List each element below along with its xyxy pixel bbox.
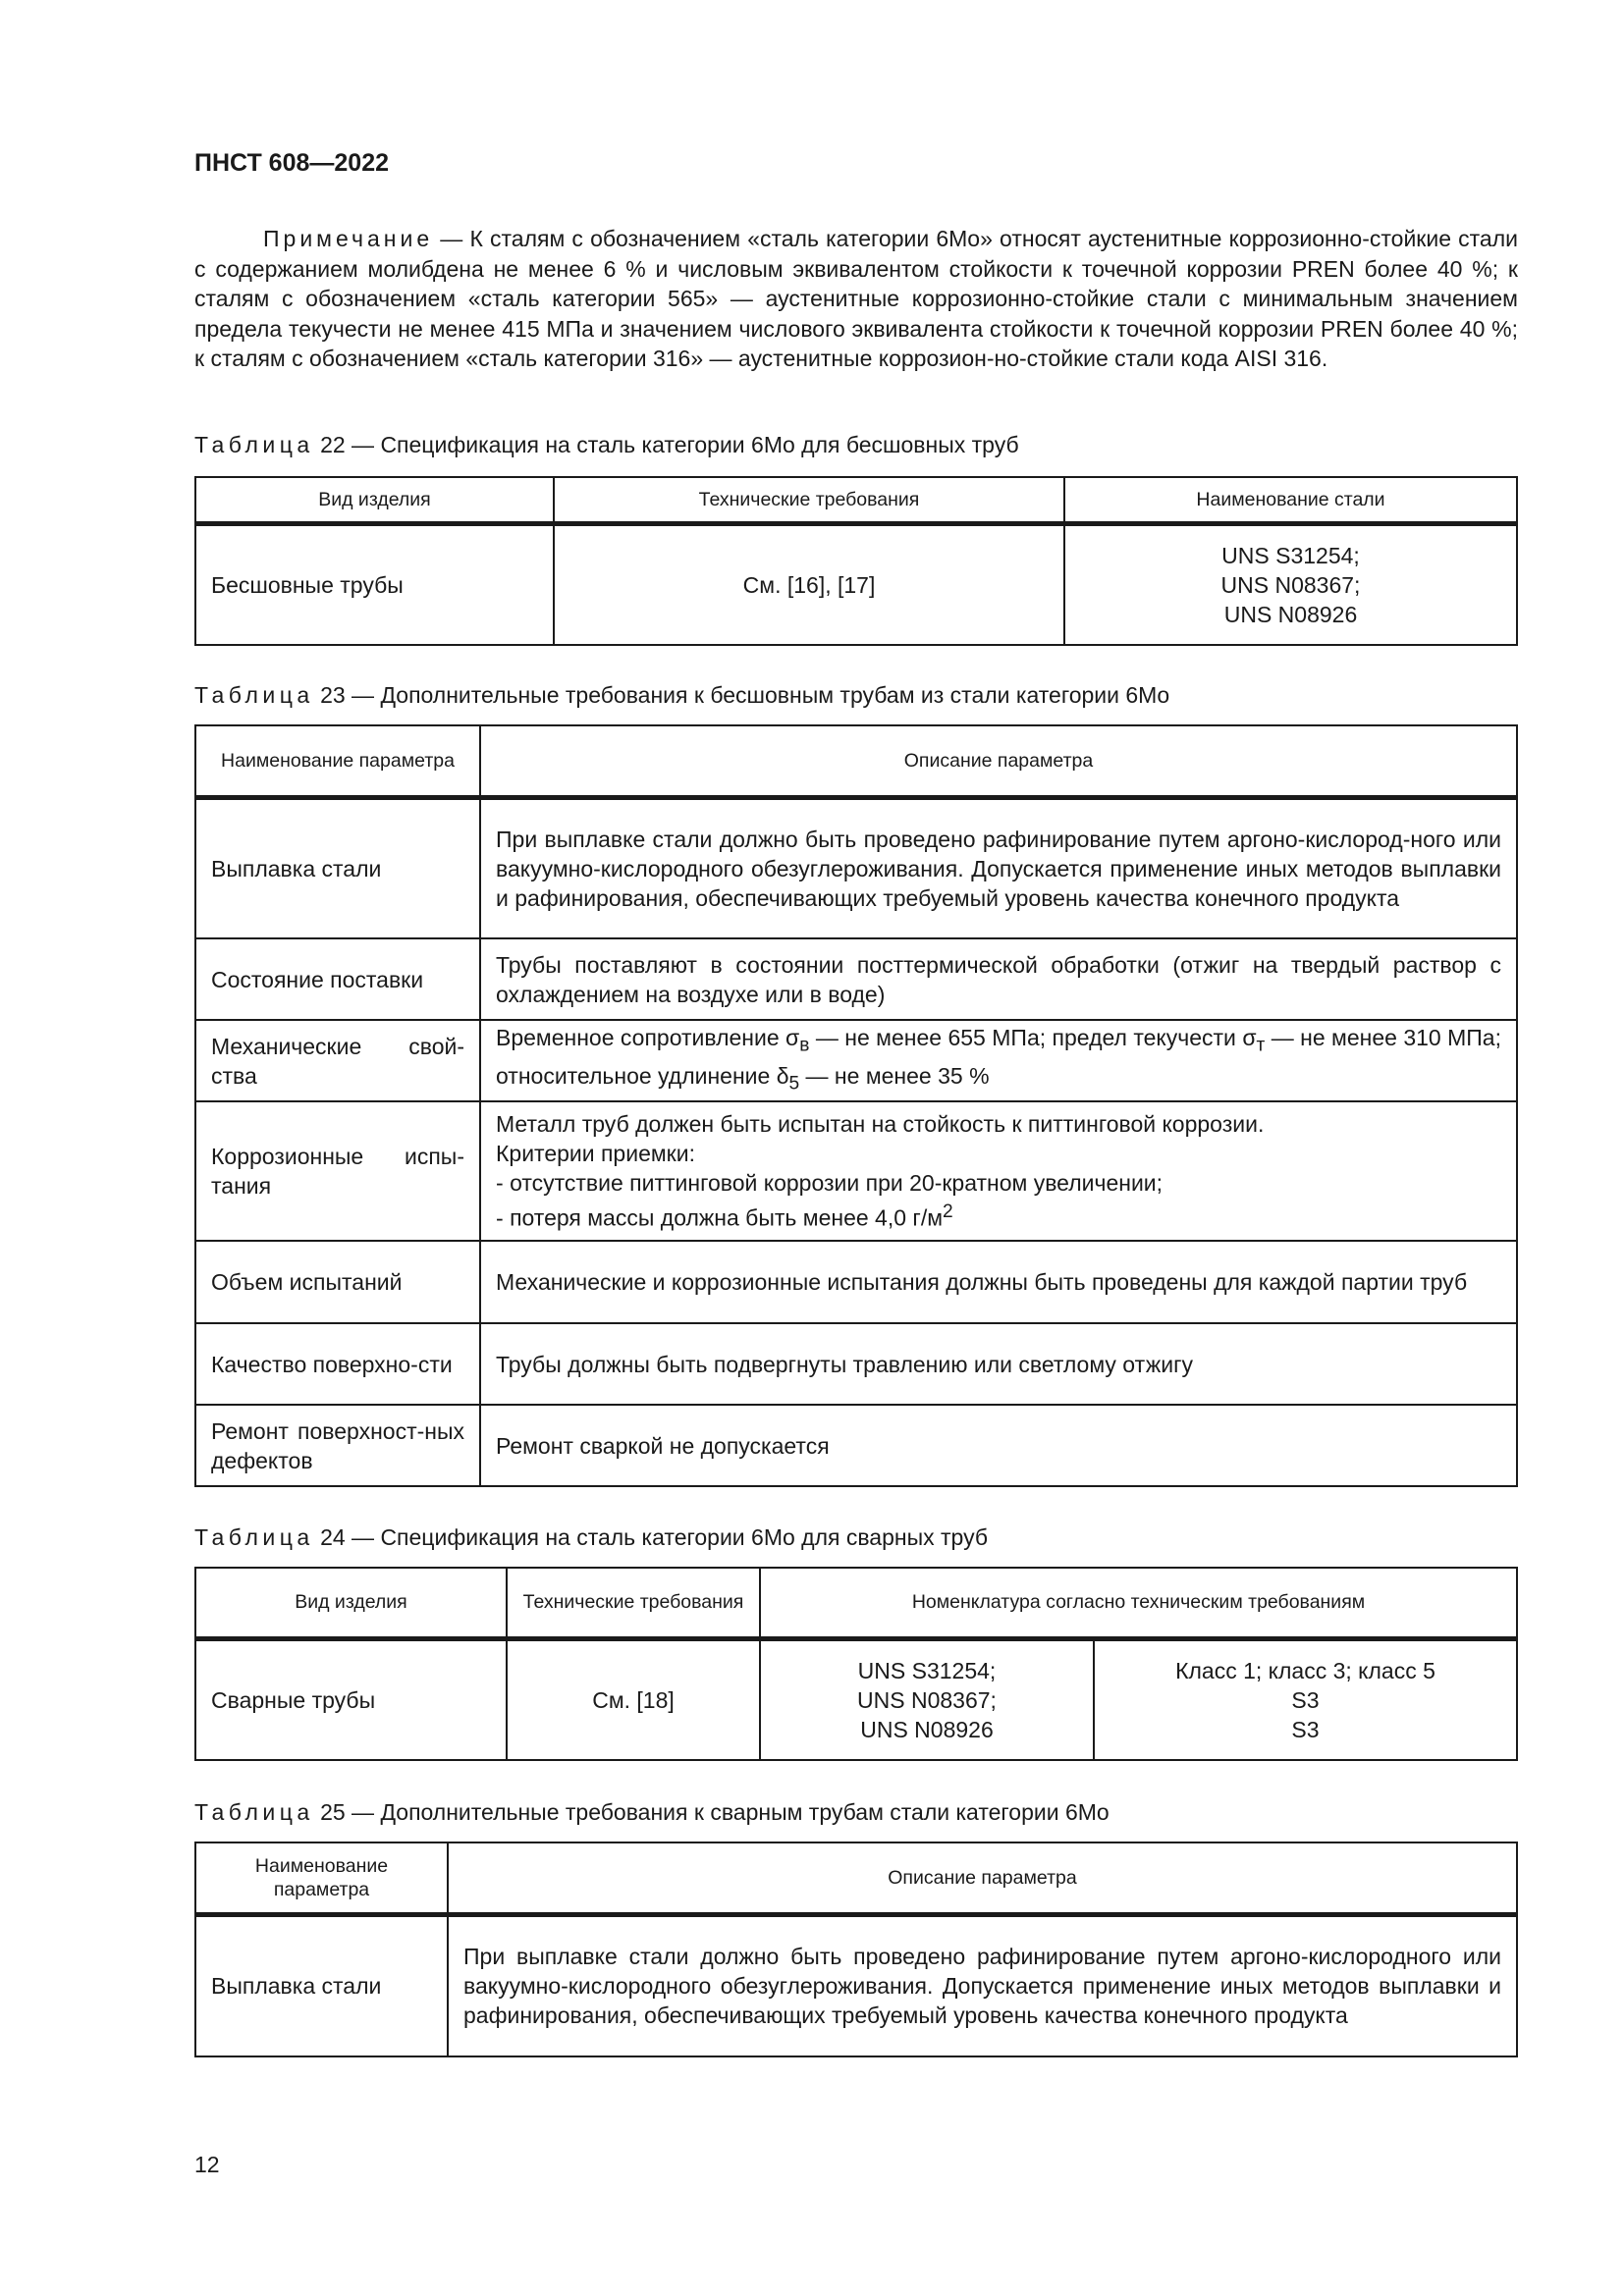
parameter-description — [480, 1020, 1517, 1101]
column-header: Наименование параметра — [195, 725, 480, 797]
parameter-description: При выплавке стали должно быть проведено рафинирование путем аргоно-кислород-ного или вакуумно-кислородного обезуглероживания. Допускается применение иных методов выплавки и рафинирования, обеспечивающих требуемый уровень качества конечного продукта — [480, 797, 1517, 938]
class-value: Класс 1; класс 3; класс 5 — [1175, 1657, 1435, 1683]
parameter-description: При выплавке стали должно быть проведено рафинирование путем аргоно-кислородного или вакуумно-кислородного обезуглероживания. Допускается применение иных методов выплавки и рафинирования, обеспечивающих требуемый уровень качества конечного продукта — [448, 1914, 1517, 2056]
parameter-description: Ремонт сваркой не допускается — [480, 1405, 1517, 1486]
corrosion-line: Металл труб должен быть испытан на стойкость к питтинговой коррозии. — [496, 1111, 1265, 1138]
parameter-name: Ремонт поверхност-ных дефектов — [195, 1405, 480, 1486]
note-paragraph — [194, 224, 1518, 374]
table-25 — [194, 1842, 1518, 2057]
steel-name: UNS S31254; — [1221, 542, 1360, 568]
parameter-name: Качество поверхно-сти — [195, 1323, 480, 1405]
table-row — [195, 1638, 1517, 1760]
mech-text: — не менее 655 МПа; предел текучести σ — [809, 1024, 1257, 1050]
column-header: Вид изделия — [195, 477, 554, 523]
table-caption-text: 24 — Спецификация на сталь категории 6Mo для сварных труб — [313, 1524, 989, 1550]
table-22-caption — [194, 432, 1019, 458]
note-text: — К сталям с обозначением «сталь категории 6Mo» относят аустенитные коррозионно-стойкие стали с содержанием молибдена не менее 6 % и числовым эквивалентом стойкости к точечной коррозии PREN более 40 %; к сталям с обозначением «сталь категории 565» — аустенитные коррозионно-стойкие стали с минимальным значением предела текучести не менее 415 МПа и значением числового эквивалента стойкости к точечной коррозии PREN более 40 %; к сталям с обозначением «сталь категории 316» — аустенитные коррозион-но-стойкие стали кода AISI 316. — [194, 226, 1518, 371]
steel-names-cell — [760, 1638, 1094, 1760]
mech-text: — не менее 35 % — [799, 1062, 990, 1089]
table-row — [195, 1323, 1517, 1405]
product-cell: Бесшовные трубы — [195, 523, 554, 645]
requirements-cell: См. [16], [17] — [554, 523, 1064, 645]
classes-cell — [1094, 1638, 1517, 1760]
product-cell: Сварные трубы — [195, 1638, 507, 1760]
parameter-name: Выплавка стали — [195, 797, 480, 938]
table-row — [195, 1020, 1517, 1101]
column-header: Номенклатура согласно техническим требованиям — [760, 1568, 1517, 1638]
table-caption-text: 22 — Спецификация на сталь категории 6Mo для бесшовных труб — [313, 432, 1019, 457]
list-item — [496, 1168, 1501, 1198]
table-row — [195, 938, 1517, 1020]
table-label: Таблица — [194, 432, 314, 457]
requirements-cell: См. [18] — [507, 1638, 760, 1760]
column-header: Вид изделия — [195, 1568, 507, 1638]
class-value: S3 — [1291, 1686, 1320, 1713]
subscript: в — [799, 1035, 810, 1056]
steel-name: UNS N08926 — [1223, 601, 1358, 627]
superscript: 2 — [943, 1201, 953, 1223]
subscript: т — [1256, 1035, 1266, 1056]
column-header: Технические требования — [507, 1568, 760, 1638]
steel-names-cell — [1064, 523, 1517, 645]
table-caption-text: 23 — Дополнительные требования к бесшовным трубам из стали категории 6Mo — [313, 682, 1170, 708]
parameter-name: Механические свой-ства — [195, 1020, 480, 1101]
table-24-caption — [194, 1524, 988, 1551]
table-25-caption — [194, 1799, 1110, 1826]
column-header: Описание параметра — [448, 1842, 1517, 1914]
criteria-text: потеря массы должна быть менее 4,0 г/м — [510, 1204, 944, 1231]
steel-name: UNS N08367; — [1220, 571, 1361, 598]
table-label: Таблица — [194, 1524, 314, 1550]
table-24 — [194, 1567, 1518, 1761]
table-row — [195, 1405, 1517, 1486]
parameter-name: Объем испытаний — [195, 1241, 480, 1323]
table-23 — [194, 724, 1518, 1487]
column-header: Наименование стали — [1064, 477, 1517, 523]
steel-name: UNS S31254; — [857, 1657, 997, 1683]
parameter-name: Выплавка стали — [195, 1914, 448, 2056]
table-caption-text: 25 — Дополнительные требования к сварным трубам стали категории 6Mo — [313, 1799, 1110, 1825]
table-label: Таблица — [194, 1799, 314, 1825]
page-number: 12 — [194, 2152, 220, 2177]
mech-text: — не менее 310 МПа; относительное удлинение δ — [496, 1024, 1501, 1089]
column-header: Наименование параметра — [195, 1842, 448, 1914]
steel-name: UNS N08367; — [857, 1686, 997, 1713]
table-row — [195, 1914, 1517, 2056]
table-23-caption — [194, 682, 1169, 709]
column-header: Технические требования — [554, 477, 1064, 523]
parameter-description: Механические и коррозионные испытания должны быть проведены для каждой партии труб — [480, 1241, 1517, 1323]
table-row — [195, 523, 1517, 645]
table-row — [195, 1101, 1517, 1241]
class-value: S3 — [1291, 1716, 1320, 1742]
parameter-name: Состояние поставки — [195, 938, 480, 1020]
table-row — [195, 1241, 1517, 1323]
steel-name: UNS N08926 — [860, 1716, 994, 1742]
criteria-text: отсутствие питтинговой коррозии при 20-кратном увеличении; — [510, 1170, 1164, 1197]
parameter-description: Трубы поставляют в состоянии посттермической обработки (отжиг на твердый раствор с охлаждением на воздухе или в воде) — [480, 938, 1517, 1020]
table-row — [195, 797, 1517, 938]
column-header: Описание параметра — [480, 725, 1517, 797]
parameter-description — [480, 1101, 1517, 1241]
criteria-list — [496, 1168, 1501, 1233]
note-label: Примечание — [263, 226, 434, 251]
parameter-description: Трубы должны быть подвергнуты травлению или светлому отжигу — [480, 1323, 1517, 1405]
subscript: 5 — [788, 1073, 800, 1095]
table-label: Таблица — [194, 682, 314, 708]
document-header: ПНСТ 608—2022 — [194, 149, 389, 177]
mech-text: Временное сопротивление σ — [496, 1024, 800, 1050]
table-22 — [194, 476, 1518, 646]
list-item — [496, 1198, 1501, 1233]
corrosion-line: Критерии приемки: — [496, 1141, 695, 1167]
parameter-name: Коррозионные испы-тания — [195, 1101, 480, 1241]
